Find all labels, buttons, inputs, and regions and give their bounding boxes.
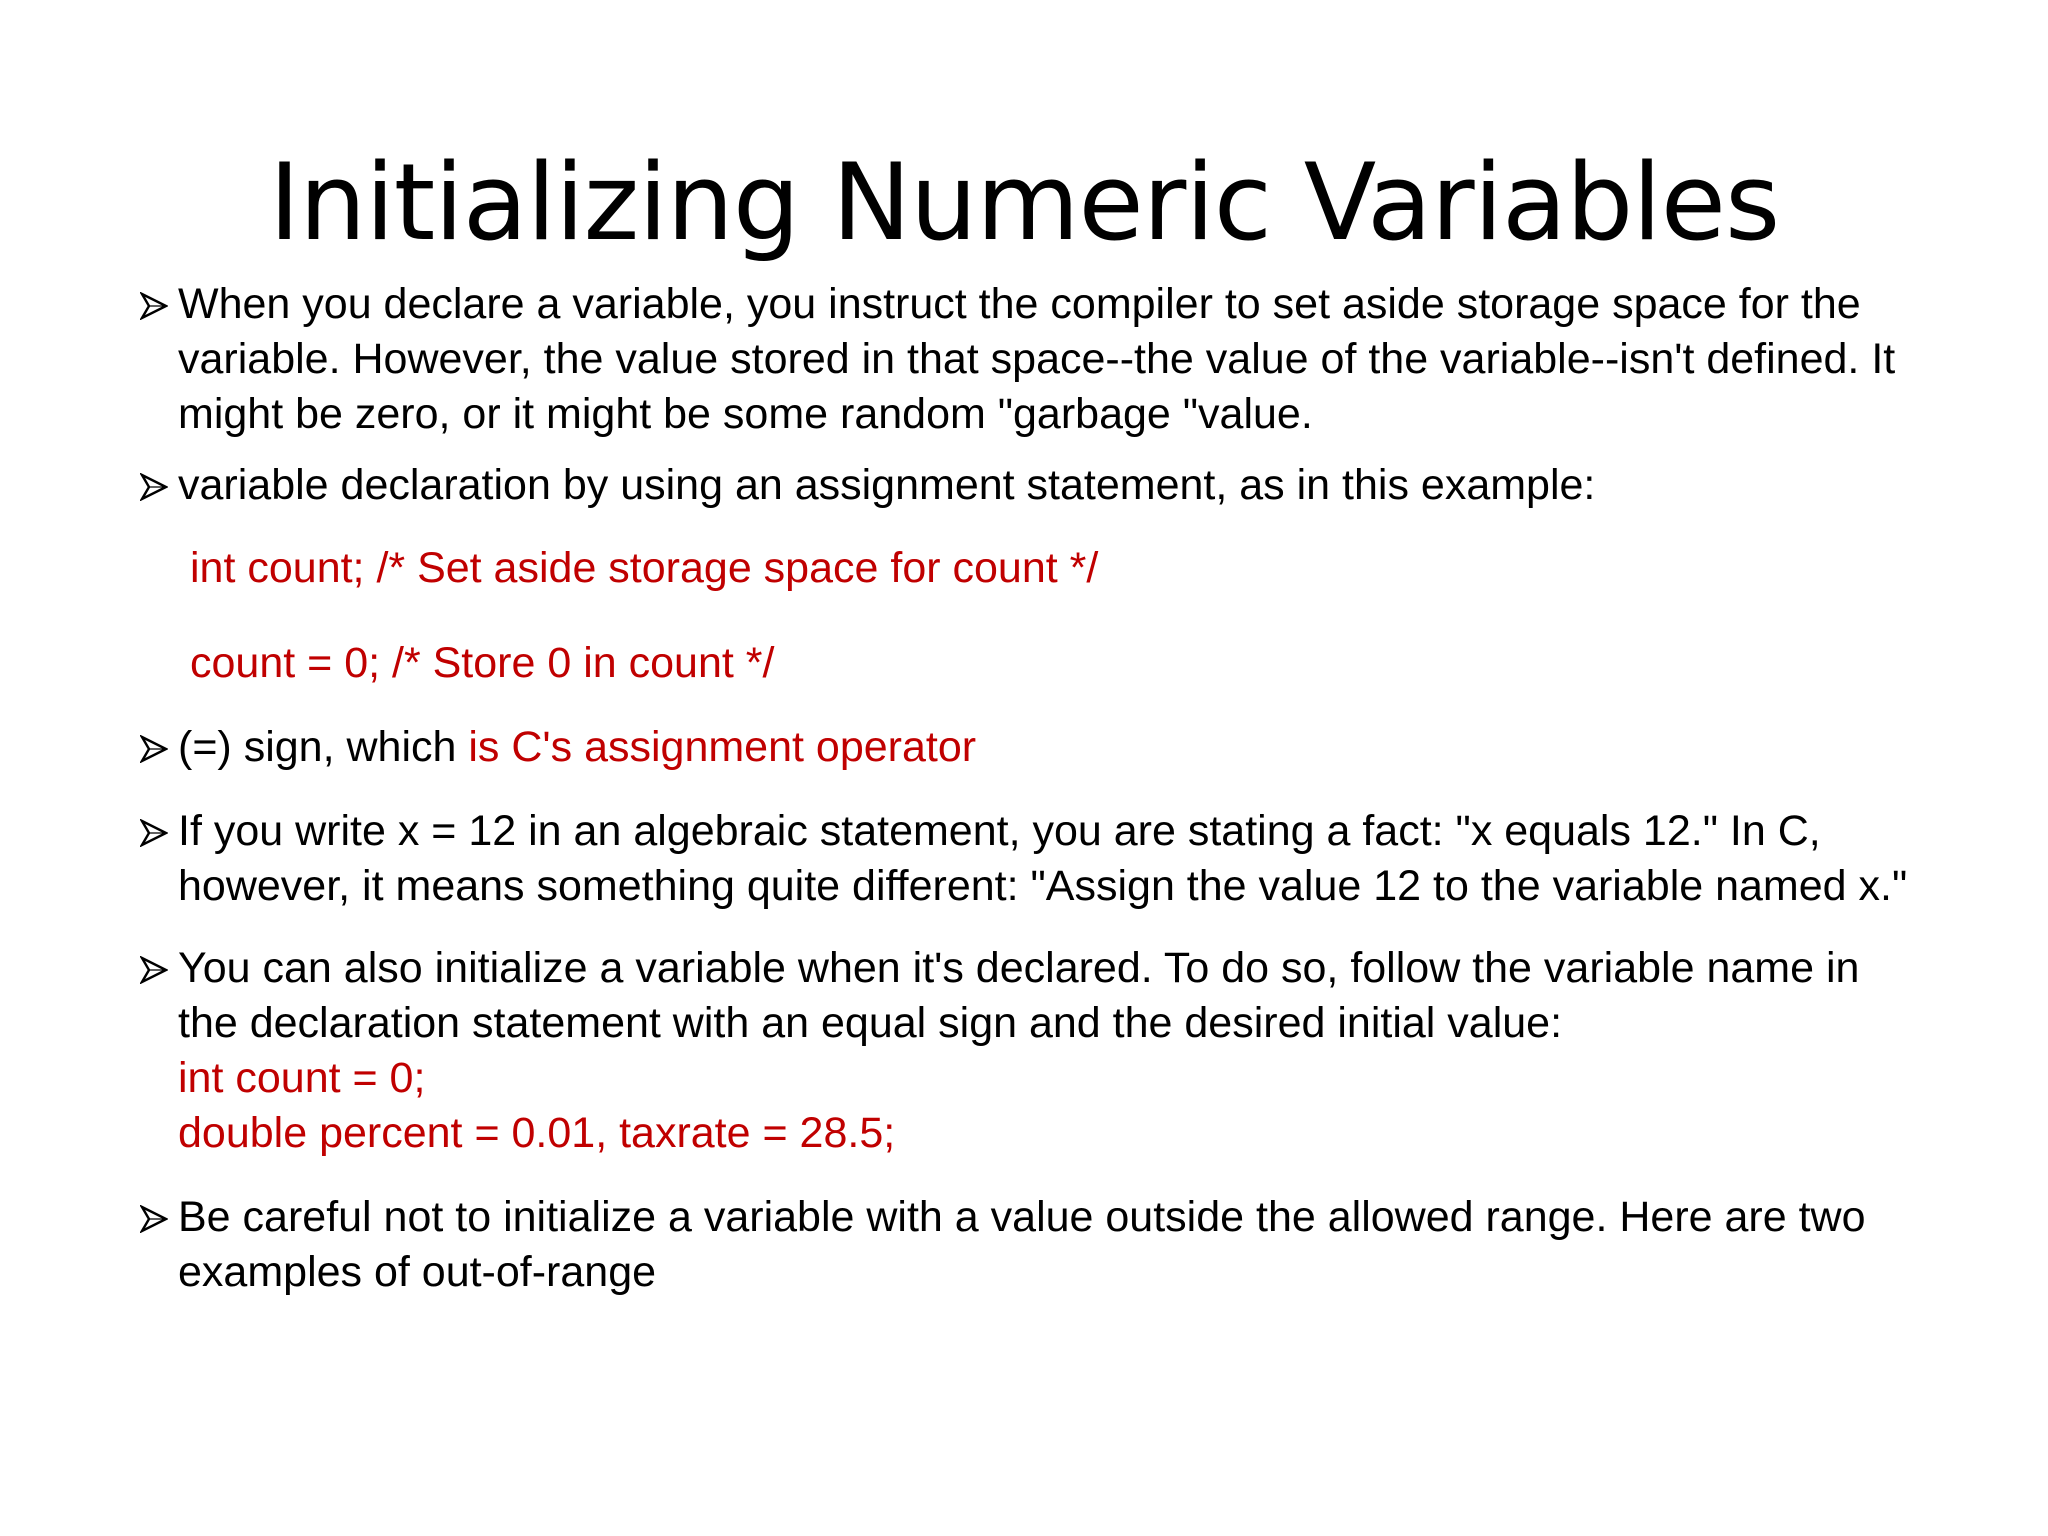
bullet-text: variable declaration by using an assignment statement, as in this example: [178, 461, 1596, 509]
bullet-item [136, 458, 1926, 513]
arrow-bullet-icon [136, 458, 174, 513]
bullet-highlight: is C's assignment operator [468, 723, 977, 771]
bullet-item [136, 277, 1926, 442]
bullet-item [136, 720, 1926, 775]
code-line: double percent = 0.01, taxrate = 28.5; [178, 1109, 896, 1157]
arrow-bullet-icon [136, 277, 174, 332]
bullet-text: If you write x = 12 in an algebraic statement, you are stating a fact: "x equals 12." In C, however, it means something quite different: "Assign the value 12 to the variable named x." [178, 807, 1908, 910]
bullet-text: You can also initialize a variable when it's declared. To do so, follow the variable name in the declaration statement with an equal sign and the desired initial value: [178, 944, 1860, 1047]
bullet-list [136, 277, 1926, 1300]
bullet-item [136, 804, 1926, 914]
arrow-bullet-icon [136, 941, 174, 996]
slide-title: Initializing Numeric Variables [268, 141, 1780, 264]
bullet-text: (=) sign, which [178, 723, 469, 771]
arrow-bullet-icon [136, 1190, 174, 1245]
bullet-item [136, 1190, 1926, 1300]
code-line: count = 0; /* Store 0 in count */ [190, 639, 775, 687]
arrow-bullet-icon [136, 720, 174, 775]
arrow-bullet-icon [136, 804, 174, 859]
bullet-text: When you declare a variable, you instruct the compiler to set aside storage space for the variable. However, the value stored in that space--the value of the variable--isn't defined. It might be zero, or it might be some random "garbage "value. [178, 280, 1896, 438]
code-line: int count = 0; [178, 1054, 426, 1102]
code-line: int count; /* Set aside storage space for count */ [190, 544, 1099, 592]
bullet-text: Be careful not to initialize a variable with a value outside the allowed range. Here are two examples of out-of-range [178, 1193, 1866, 1296]
bullet-item [136, 941, 1926, 1161]
